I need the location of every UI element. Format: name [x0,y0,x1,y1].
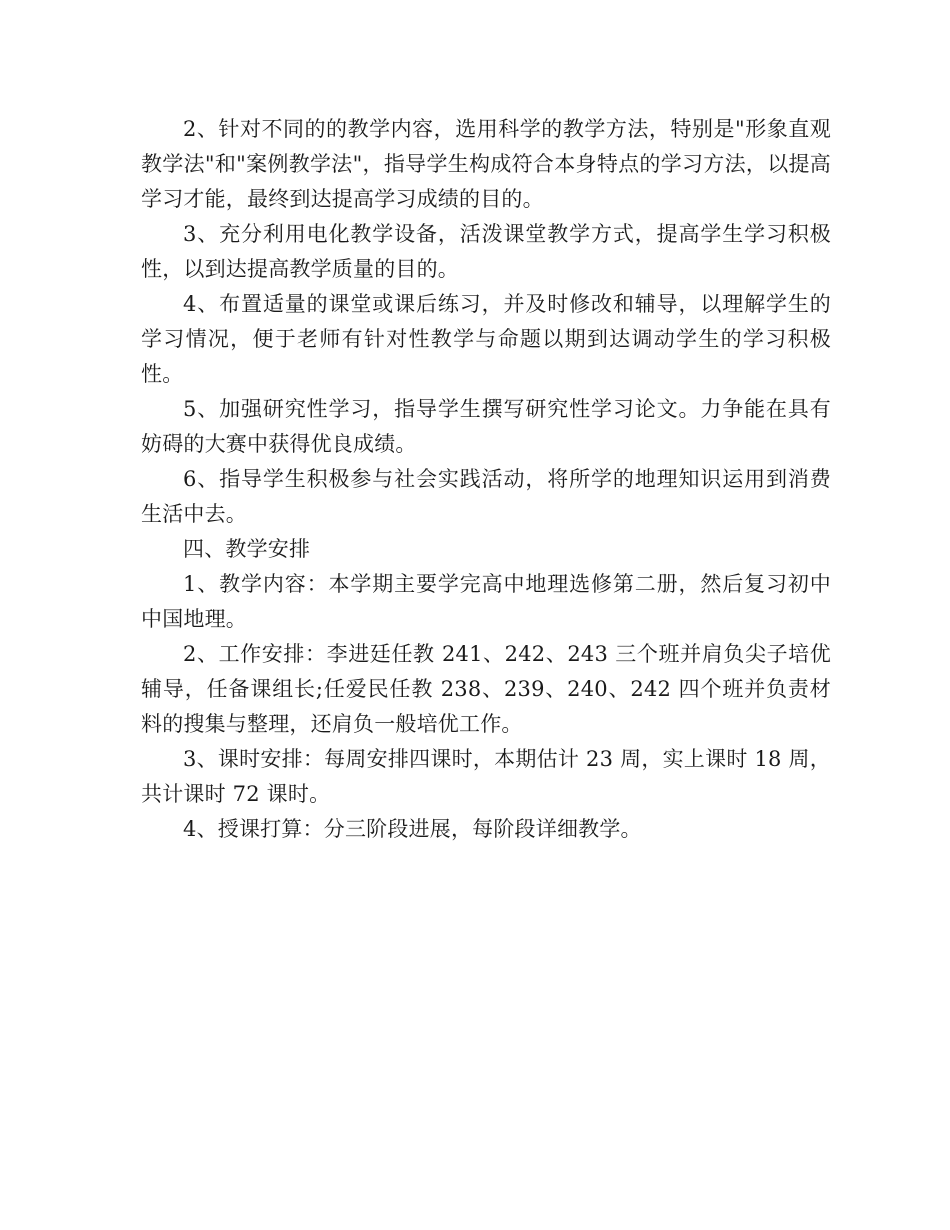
paragraph-item-6: 6、指导学生积极参与社会实践活动，将所学的地理知识运用到消费生活中去。 [141,467,831,526]
paragraph-item-2: 2、针对不同的的教学内容，选用科学的教学方法，特别是"形象直观教学法"和"案例教学法"，指导学生构成符合本身特点的学习方法，以提高学习才能，最终到达提高学习成绩的目的。 [141,117,831,211]
document-body [141,112,831,847]
paragraph-item-4: 4、布置适量的课堂或课后练习，并及时修改和辅导，以理解学生的学习情况，便于老师有针对性教学与命题以期到达调动学生的学习积极性。 [141,292,831,386]
arrangement-item-content: 1、教学内容：本学期主要学完高中地理选修第二册，然后复习初中中国地理。 [141,572,831,631]
paragraph-item-3: 3、充分利用电化教学设备，活泼课堂教学方式，提高学生学习积极性，以到达提高教学质量的目的。 [141,222,831,281]
arrangement-item-hours: 3、课时安排：每周安排四课时，本期估计 23 周，实上课时 18 周，共计课时 72 课时。 [141,747,831,806]
section-heading-teaching-arrangement: 四、教学安排 [183,537,311,561]
paragraph-item-5: 5、加强研究性学习，指导学生撰写研究性学习论文。力争能在具有妨碍的大赛中获得优良成绩。 [141,397,831,456]
arrangement-item-work: 2、工作安排：李进廷任教 241、242、243 三个班并肩负尖子培优辅导，任备课组长;任爱民任教 238、239、240、242 四个班并负责材料的搜集与整理，还肩负一般培优工作。 [141,642,831,736]
arrangement-item-plan: 4、授课打算：分三阶段进展，每阶段详细教学。 [183,817,642,841]
